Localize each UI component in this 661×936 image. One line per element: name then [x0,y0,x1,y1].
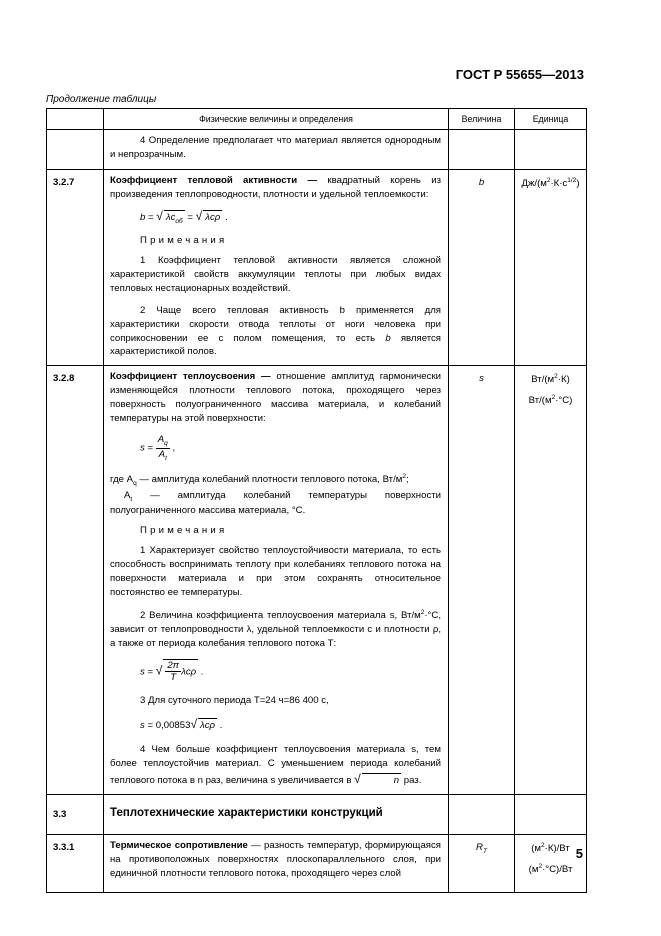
where-line-2: $A_t$ — амплитуда колебаний температуры поверхности полуограниченного массива материала, °С. [110,489,441,517]
header-quantity: Величина [449,109,515,130]
table-row-3-3 [47,795,587,835]
quantity-symbol: $R_T$ [449,835,515,893]
header-unit: Единица [515,109,587,130]
header-definitions: Физические величины и определения [104,109,449,130]
standard-designation: ГОСТ Р 55655—2013 [455,67,584,82]
formula-heat-absorption: s = $\frac{A_q}{A_t}$ , [140,434,176,462]
term-definition: Коэффициент тепловой активности — квадратный корень из произведения теплопроводности, плотности и удельной теплоемкости: [110,175,441,200]
where-line-1: где $A_q$ — амплитуда колебаний плотности теплового потока, $Вт/м^2$; [110,473,409,488]
section-title: Теплотехнические характеристики конструкций [104,795,449,835]
note-4: 4 Чем больше коэффициент теплоусвоения материала s, тем более теплоустойчив материал. С уменьшением периода колебаний теплового потока в n раз, величина s увеличивается в √ n раз. [110,743,441,786]
row-number: 3.2.8 [47,366,104,795]
table-row-3-2-7 [47,170,587,366]
table-row-3-2-8 [47,366,587,795]
table-row-3-3-1 [47,835,587,893]
note-1: 1 Коэффициент тепловой активности является сложной характеристикой свойств аккумуляции теплоты при любых видах тепловых нестационарных воздействий. [110,255,441,294]
term: Коэффициент теплоусвоения — [110,371,271,383]
row-number: 3.3.1 [47,835,104,893]
notes-title: Примечания [140,525,228,537]
unit: $(м^2\cdot К)/Вт$ $(м^2\cdot^\circ С)/Вт$ [515,835,587,893]
term-definition: Коэффициент теплоусвоения — отношение амплитуд гармонически изменяющейся плотности теплового потока, проходящего через поверхность полуограниченного массива материала, и колебаний температуры на этой поверхности: [110,371,441,425]
table-row-continuation [47,130,587,170]
row-number: 3.3 [47,795,104,835]
note-2: 2 Чаще всего тепловая активность b применяется для характеристики скорости отвода теплоты от ноги человека при соприкосновении ее с полом помещения, то есть b является характеристикой полов. [110,304,442,358]
note-3: 3 Для суточного периода Т=24 ч=86 400 с, [140,694,329,706]
term-definition: Термическое сопротивление — разность температур, формирующаяся на противоположных поверхностях плоскопараллельного слоя, при единичной плотности теплового потока, проходящего через слой [110,840,441,879]
unit: $Вт/(м^2\cdot К)$ $Вт/(м^2\cdot^\circ С)$ [515,366,587,795]
formula-period: s = √ $\frac{2\pi}{T}$ λcρ . [140,659,204,684]
note-2: 2 Величина коэффициента теплоусвоения материала s, $Вт/м^2\cdot^\circ С$, зависит от теплопроводности λ, удельной теплоемкости с и плотности ρ, а также от периода колебания теплового потока Т: [110,608,441,649]
term: Термическое сопротивление [110,840,248,852]
definitions-table [46,108,587,893]
row-number: 3.2.7 [47,170,104,366]
unit: $Дж/(м^2\cdot К\cdot с^{1/2})$ [515,170,587,366]
formula-daily: s = 0,00853√ λcρ . [140,716,223,731]
quantity-symbol: b [449,170,515,366]
page-number: 5 [575,846,583,861]
quantity-symbol: s [449,366,515,795]
note-1: 1 Характеризует свойство теплоустойчивости материала, то есть способность воспринимать теплоту при колебаниях теплового потока на поверхности материала и при этом сохранять относительное постоянство ее температуры. [110,545,441,598]
term: Коэффициент тепловой активности — [110,175,318,186]
continued-note: 4 Определение предполагает что материал является однородным и непрозрачным. [110,135,441,160]
notes-title: Примечания [140,235,228,247]
table-header-row [47,109,587,130]
header-number-cell [47,109,104,130]
formula-thermal-activity: b = √ $\lambda c_{об}$ = √ λcρ . [140,208,228,225]
table-continuation-label: Продолжение таблицы [46,94,157,105]
